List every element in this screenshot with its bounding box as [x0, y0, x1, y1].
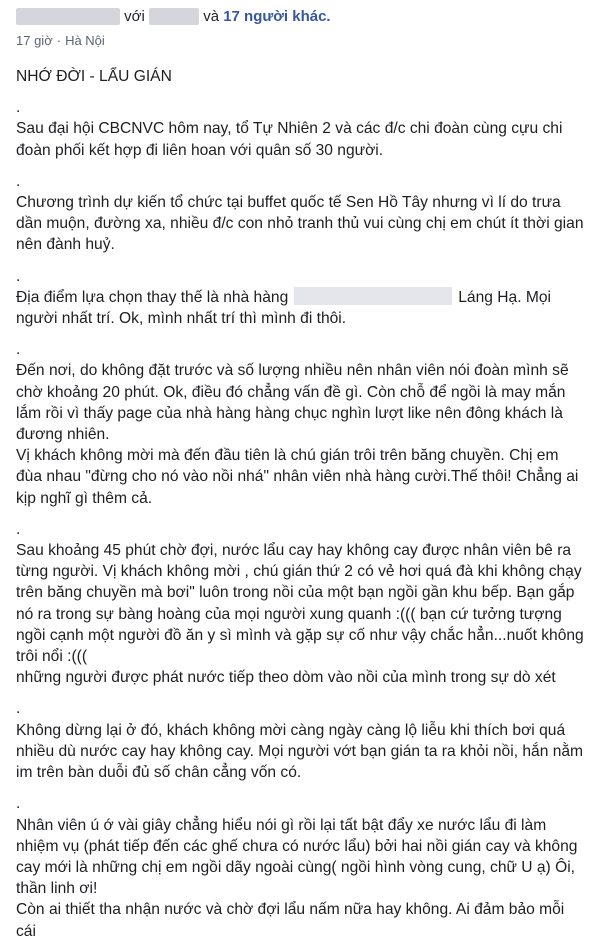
redacted-tagged-name	[149, 8, 199, 25]
paragraph-2: . Chương trình dự kiến tổ chức tại buffet quốc tế Sen Hồ Tây nhưng vì lí do trưa dần muộn, đường xa, nhiều đ/c con nhỏ tranh thủ vui cùng chị em chút ít thời gian nên đành huỷ.	[16, 172, 584, 254]
post-header	[16, 6, 590, 50]
paragraph-7: . Nhân viên ú ớ vài giây chẳng hiểu nói gì rồi lại tất bật đẩy xe nước lẩu đi làm nhiệm vụ (phát tiếp đến các ghế chưa có nước lẩu) bởi hai nồi gián cay và không cay mới là những chị em ngồi dãy ngoài cùng( ngồi hình vòng cung, chữ U ạ) Ôi, thần linh ơi! Còn ai thiết tha nhận nước và chờ đợi lẩu nấm nữa hay không. Ai đảm bảo mỗi cái	[16, 795, 578, 940]
post-timestamp[interactable]: 17 giờ	[16, 33, 53, 48]
and-text: và	[203, 8, 220, 25]
paragraph-3-after: Láng Hạ. Mọi người nhất trí. Ok, mình nhất trí thì mình đi thôi.	[16, 288, 551, 328]
tagged-users-line	[16, 6, 590, 28]
post-body	[16, 66, 588, 942]
paragraph-5: . Sau khoảng 45 phút chờ đợi, nước lẩu cay hay không cay được nhân viên bê ra từng người. Vị khách không mời , chú gián thứ 2 có vẻ hơi quá đà khi không chạy trên băng chuyền mà bơi" luôn trong nồi của một bạn ngồi gần khu bếp. Bạn gắp nó ra trong sự bàng hoàng của mọi người xung quanh :((( bạn cứ tưởng tượng ngồi cạnh một người đồ ăn y sì mình và gặp sự cố như vậy chắc hẳn...nuốt không trôi nổi :((( những người được phát nước tiếp theo dòm vào nồi của mình trong sự dò xét	[16, 520, 584, 687]
paragraph-3	[16, 266, 588, 330]
post-location[interactable]: Hà Nội	[65, 33, 105, 48]
paragraph-3-before: . Địa điểm lựa chọn thay thế là nhà hàng	[16, 267, 289, 306]
paragraph-6: . Không dừng lại ở đó, khách không mời càng ngày càng lộ liễu khi thích bơi quá nhiều dù nước cay hay không cay. Mọi người vớt bạn gián ta ra khỏi nồi, hắn nằm im trên bàn duỗi đủ số chân cẳng vốn có.	[16, 700, 584, 782]
post-meta	[16, 32, 590, 50]
paragraph-1: . Sau đại hội CBCNVC hôm nay, tổ Tự Nhiên 2 và các đ/c chi đoàn cùng cựu chi đoàn phối kết hợp đi liên hoan với quân số 30 người.	[16, 99, 563, 159]
redacted-restaurant-name	[294, 287, 452, 305]
post-title: NHỚ ĐỜI - LẨU GIÁN	[16, 68, 172, 85]
meta-separator: ·	[56, 33, 62, 48]
others-link[interactable]: 17 người khác.	[223, 8, 331, 25]
paragraph-4: . Đến nơi, do không đặt trước và số lượng nhiều nên nhân viên nói đoàn mình sẽ chờ khoảng 20 phút. Ok, điều đó chẳng vấn đề gì. Còn chỗ để ngồi là may mắn lắm rồi vì thấy page của nhà hàng hàng chục nghìn lượt like nên đông khách là đương nhiên. Vị khách không mời mà đến đầu tiên là chú gián trôi trên băng chuyền. Chị em đùa nhau "đừng cho nó vào nồi nhá" nhân viên nhà hàng cười.Thế thôi! Chẳng ai kịp nghĩ gì thêm cả.	[16, 341, 579, 507]
redacted-author-name	[16, 8, 120, 25]
with-text: với	[124, 8, 145, 25]
